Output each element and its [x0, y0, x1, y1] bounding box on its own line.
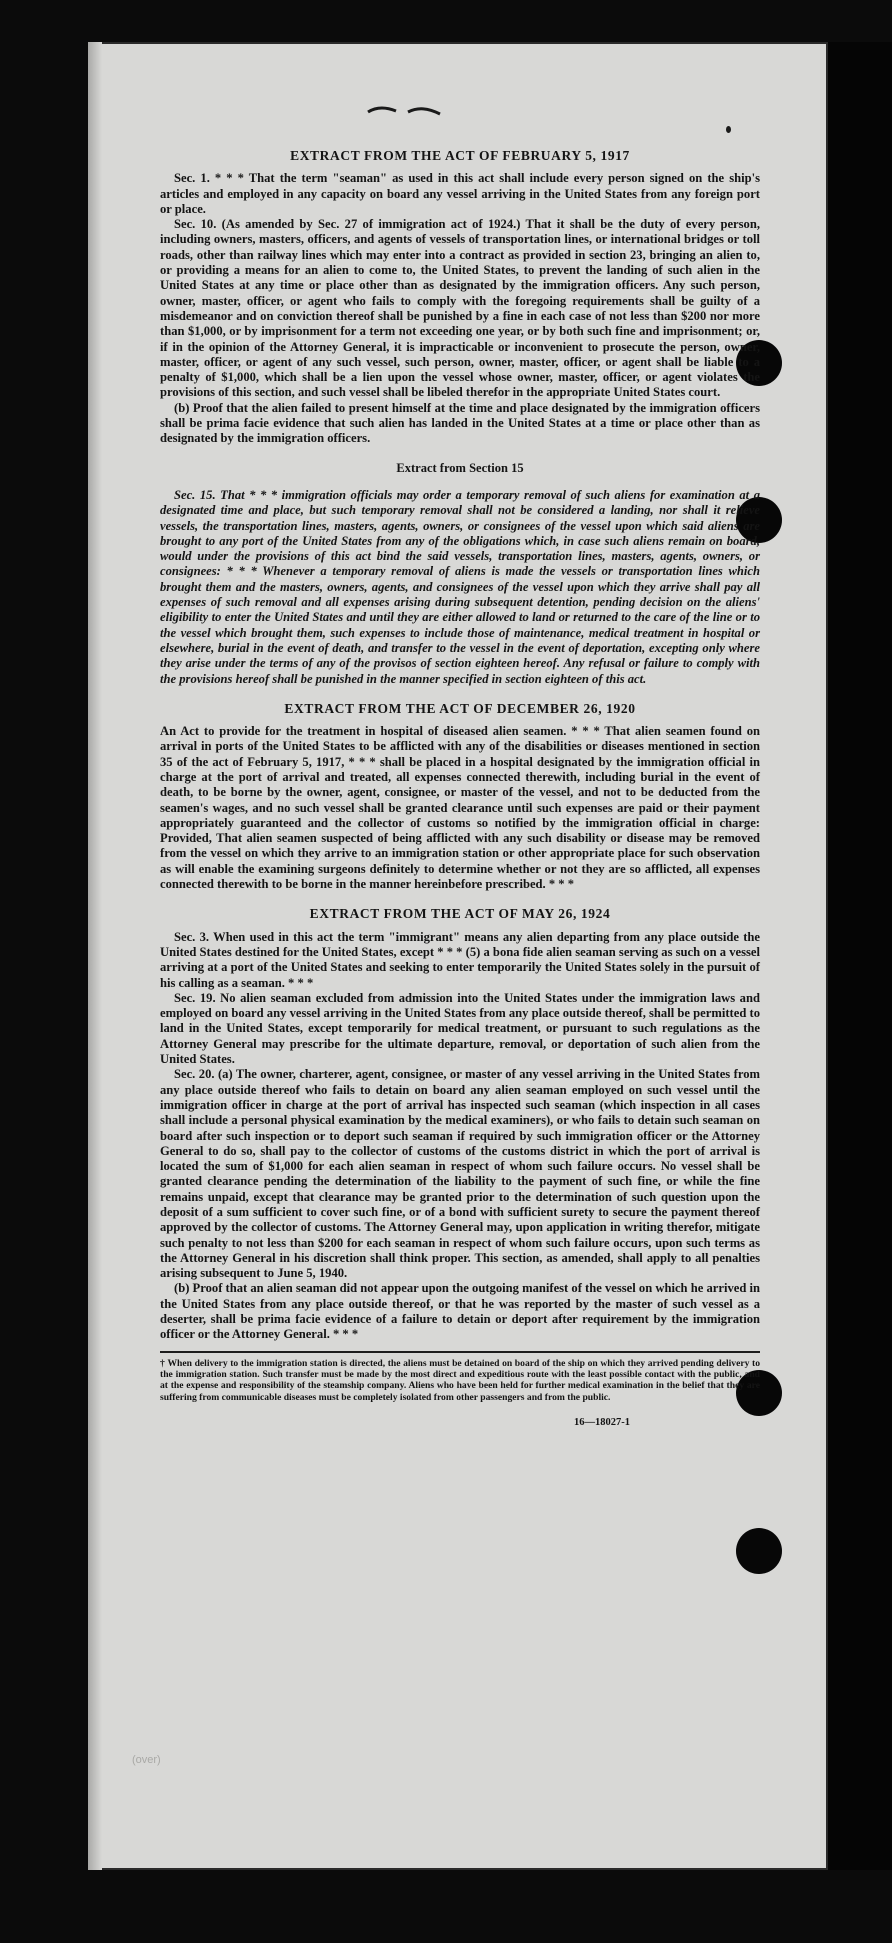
section-heading-1924: EXTRACT FROM THE ACT OF MAY 26, 1924 — [309, 906, 611, 922]
document-body — [160, 142, 760, 1431]
footnote: † When delivery to the immigration station is directed, the aliens must be detained on board of the ship on which they arrived pending delivery to the immigration station. Such transfer must be made by the most direct and expeditious route with the least possible contact with the public, and at the expense and responsibility of the steamship company. Aliens who have been held for further medical examination in the belief that they are suffering from communicable diseases must be completely isolated from other passengers and from the public. — [160, 1357, 760, 1403]
paragraph-sec-20-a: Sec. 20. (a) The owner, charterer, agent, consignee, or master of any vessel arriving in the United States from any place outside thereof who fails to detain on board any alien seaman employed on such vessel until the immigration officer in charge at the port of arrival has inspected such seaman (which inspection in all cases shall include a personal physical examination by the medical examiners), or who fails to detain such seaman on board after such inspection or to deport such seaman if required by such immigration officer or the Attorney General to do so, shall pay to the collector of customs of the customs district in which the port of arrival is located the sum of $1,000 for each alien seaman in respect of whom such failure occurs. No vessel shall be granted clearance pending the determination of the liability to the payment of such fine, or while the fine remains unpaid, except that clearance may be granted prior to the determination of such question upon the deposit of a sum sufficient to cover such fine, or of a bond with sufficient surety to secure the payment thereof approved by the collector of customs. The Attorney General may, upon application in writing therefor, mitigate such penalty to not less than $200 for each seaman in respect of whom such failure occurs, upon such terms as the Attorney General in his discretion shall think proper. This section, as amended, shall apply to all penalties arising subsequent to June 5, 1940. — [160, 1067, 760, 1281]
paragraph-sec-19: Sec. 19. No alien seaman excluded from admission into the United States under the immigration laws and employed on board any vessel arriving in the United States from any place outside thereof, shall be permitted to land in the United States, except temporarily for medical treatment, or pursuant to such regulations as the Attorney General may prescribe for the ultimate departure, removal, or deportation of such alien from the United States. — [160, 990, 760, 1067]
section-heading-1917: EXTRACT FROM THE ACT OF FEBRUARY 5, 1917 — [290, 148, 630, 163]
paragraph-sec-10-b: (b) Proof that the alien failed to present himself at the time and place designated by the immigration officers shall be prima facie evidence that such alien has landed in the United States at a time or place other than as designated by the immigration officers. — [160, 400, 760, 446]
ink-dot — [726, 126, 731, 133]
paragraph-sec-20-b: (b) Proof that an alien seaman did not appear upon the outgoing manifest of the vessel on which he arrived in the United States from any place outside thereof, or that he was reported by the master of such vessel as a deserter, shall be prima facie evidence of a failure to detain or deport after requirement by the immigration officer or the Attorney General. * * * — [160, 1281, 760, 1342]
form-number: 16—18027-1 — [574, 1417, 630, 1429]
paragraph-sec-1: Sec. 1. * * * That the term "seaman" as used in this act shall include every person signed on the ship's articles and employed in any capacity on board any vessel arriving in the United States from any foreign port or place. — [160, 171, 760, 216]
paragraph-sec-3: Sec. 3. When used in this act the term "immigrant" means any alien departing from any place outside the United States destined for the United States, except * * * (5) a bona fide alien seaman serving as such on a vessel arriving at a port of the United States and seeking to enter temporarily the United States solely in the pursuit of his calling as a seaman. * * * — [160, 929, 760, 990]
scan-dark-border — [828, 42, 892, 1870]
header-ornament — [366, 106, 446, 116]
paragraph-sec-15: Sec. 15. That * * * immigration officials may order a temporary removal of such aliens for examination at a designated time and place, but such temporary removal shall not be considered a landing, nor shall it relieve vessels, the transportation lines, masters, agents, owners, or consignees of the vessel upon which said aliens are brought to any port of the United States from any of the obligations which, in case such aliens remain on board, would under the provisions of this act bind the said vessels, transportation lines, masters, agents, owners, or consignees: * * * Whenever a temporary removal of aliens is made the vessels or transportation lines which brought them and the masters, owners, agents, and consignees of the vessel upon which they arrive shall pay all expenses of such removal and all expenses arising during subsequent detention, pending decision on the aliens' eligibility to enter the United States and until they are either allowed to land or returned to the care of the line or to the vessel which brought them, such expenses to include those of maintenance, medical treatment in hospital or elsewhere, burial in the event of death, and transfer to the vessel in the event of deportation, excepting only where they arise under the terms of any of the provisos of section eighteen hereof. Any refusal or failure to comply with the provisions hereof shall be punished in the manner specified in section eighteen of this act. — [160, 487, 760, 686]
footnote-divider — [160, 1351, 760, 1353]
document-page — [88, 42, 828, 1870]
section-heading-1920: EXTRACT FROM THE ACT OF DECEMBER 26, 1920 — [284, 700, 636, 716]
paragraph-act-1920: An Act to provide for the treatment in hospital of diseased alien seamen. * * * That alien seamen found on arrival in ports of the United States to be afflicted with any of the disabilities or diseases mentioned in section 35 of the act of February 5, 1917, * * * shall be placed in a hospital designated by the immigration official in charge at the port of arrival and treated, all expenses connected therewith, including burial in the event of death, to be borne by the owner, agent, consignee, or master of the vessel, and not to be deducted from the seamen's wages, and no such vessel shall be granted clearance until such expenses are paid or their payment appropriately guaranteed and the collector of customs so notified by the immigration official in charge: Provided, That alien seamen suspected of being afflicted with any such disability or disease may be removed from the vessel on which they arrive to an immigration station or other appropriate place for such observation as will enable the examining surgeons definitely to determine whether or not they are so afflicted, all expenses connected therewith to be borne in the manner hereinbefore prescribed. * * * — [160, 724, 760, 892]
section-heading-sec-15: Extract from Section 15 — [396, 460, 524, 475]
faint-stamp: (over) — [132, 1754, 161, 1766]
page-edge-shadow — [88, 42, 102, 1870]
punch-hole-4 — [736, 1528, 782, 1574]
paragraph-sec-10: Sec. 10. (As amended by Sec. 27 of immigration act of 1924.) That it shall be the duty of every person, including owners, masters, officers, and agents of vessels of transportation lines, or international bridges or toll roads, other than railway lines which may enter into a contract as provided in section 23, bringing an alien to, or providing a means for an alien to come to, the United States, to prevent the landing of such alien in the United States at any time or place other than as designated by the immigration officers. Any such person, owner, master, officer, or agent who fails to comply with the foregoing requirements shall be guilty of a misdemeanor and on conviction thereof shall be punished by a fine in each case of not less than $200 nor more than $1,000, or by imprisonment for a term not exceeding one year, or by both such fine and imprisonment; or, if in the opinion of the Attorney General, it is impracticable or inconvenient to prosecute the person, owner, master, officer, or agent of any such vessel, such person, owner, master, officer, or agent shall be liable to a penalty of $1,000, which shall be a lien upon the vessel whose owner, master, officer, or agent violates the provisions of this section, and such vessel shall be libeled therefor in the appropriate United States court. — [160, 217, 760, 400]
